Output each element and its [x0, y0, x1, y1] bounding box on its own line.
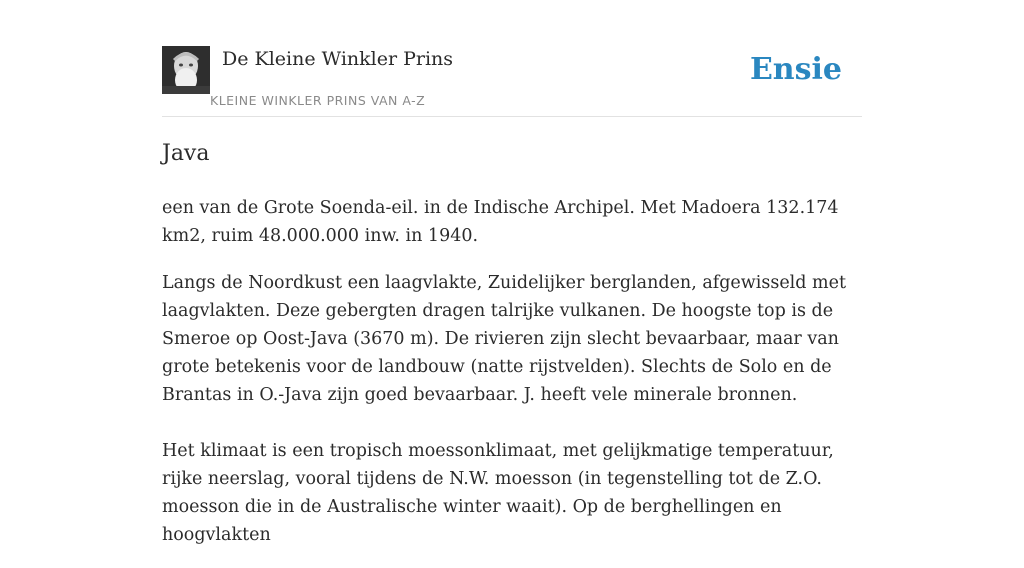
site-header	[162, 46, 862, 117]
article-paragraph: Het klimaat is een tropisch moessonklimaat, met gelijkmatige temperatuur, rijke neerslag, vooral tijdens de N.W. moesson (in tegenstelling tot de Z.O. moesson die in de Australische winter waait). Op de berghellingen en hoogvlakten	[162, 441, 834, 545]
portrait-avatar-icon[interactable]	[162, 46, 210, 94]
article-paragraph: een van de Grote Soenda-eil. in de Indische Archipel. Met Madoera 132.174 km2, ruim 48.000.000 inw. in 1940.	[162, 198, 839, 246]
article-paragraph: Langs de Noordkust een laagvlakte, Zuidelijker berglanden, afgewisseld met laagvlakten. Deze gebergten dragen talrijke vulkanen. De hoogste top is de Smeroe op Oost-Java (3670 m). De rivieren zijn slecht bevaarbaar, maar van grote betekenis voor de landbouw (natte rijstvelden). Slechts de Solo en de Brantas in O.-Java zijn goed bevaarbaar. J. heeft vele minerale bronnen.	[162, 273, 847, 405]
source-title[interactable]: De Kleine Winkler Prins	[222, 48, 454, 70]
article-content	[162, 138, 862, 568]
brand-logo-link[interactable]: Ensie	[749, 52, 842, 87]
source-subtitle[interactable]: KLEINE WINKLER PRINS VAN A-Z	[210, 93, 426, 108]
entry-title: Java	[162, 141, 210, 166]
